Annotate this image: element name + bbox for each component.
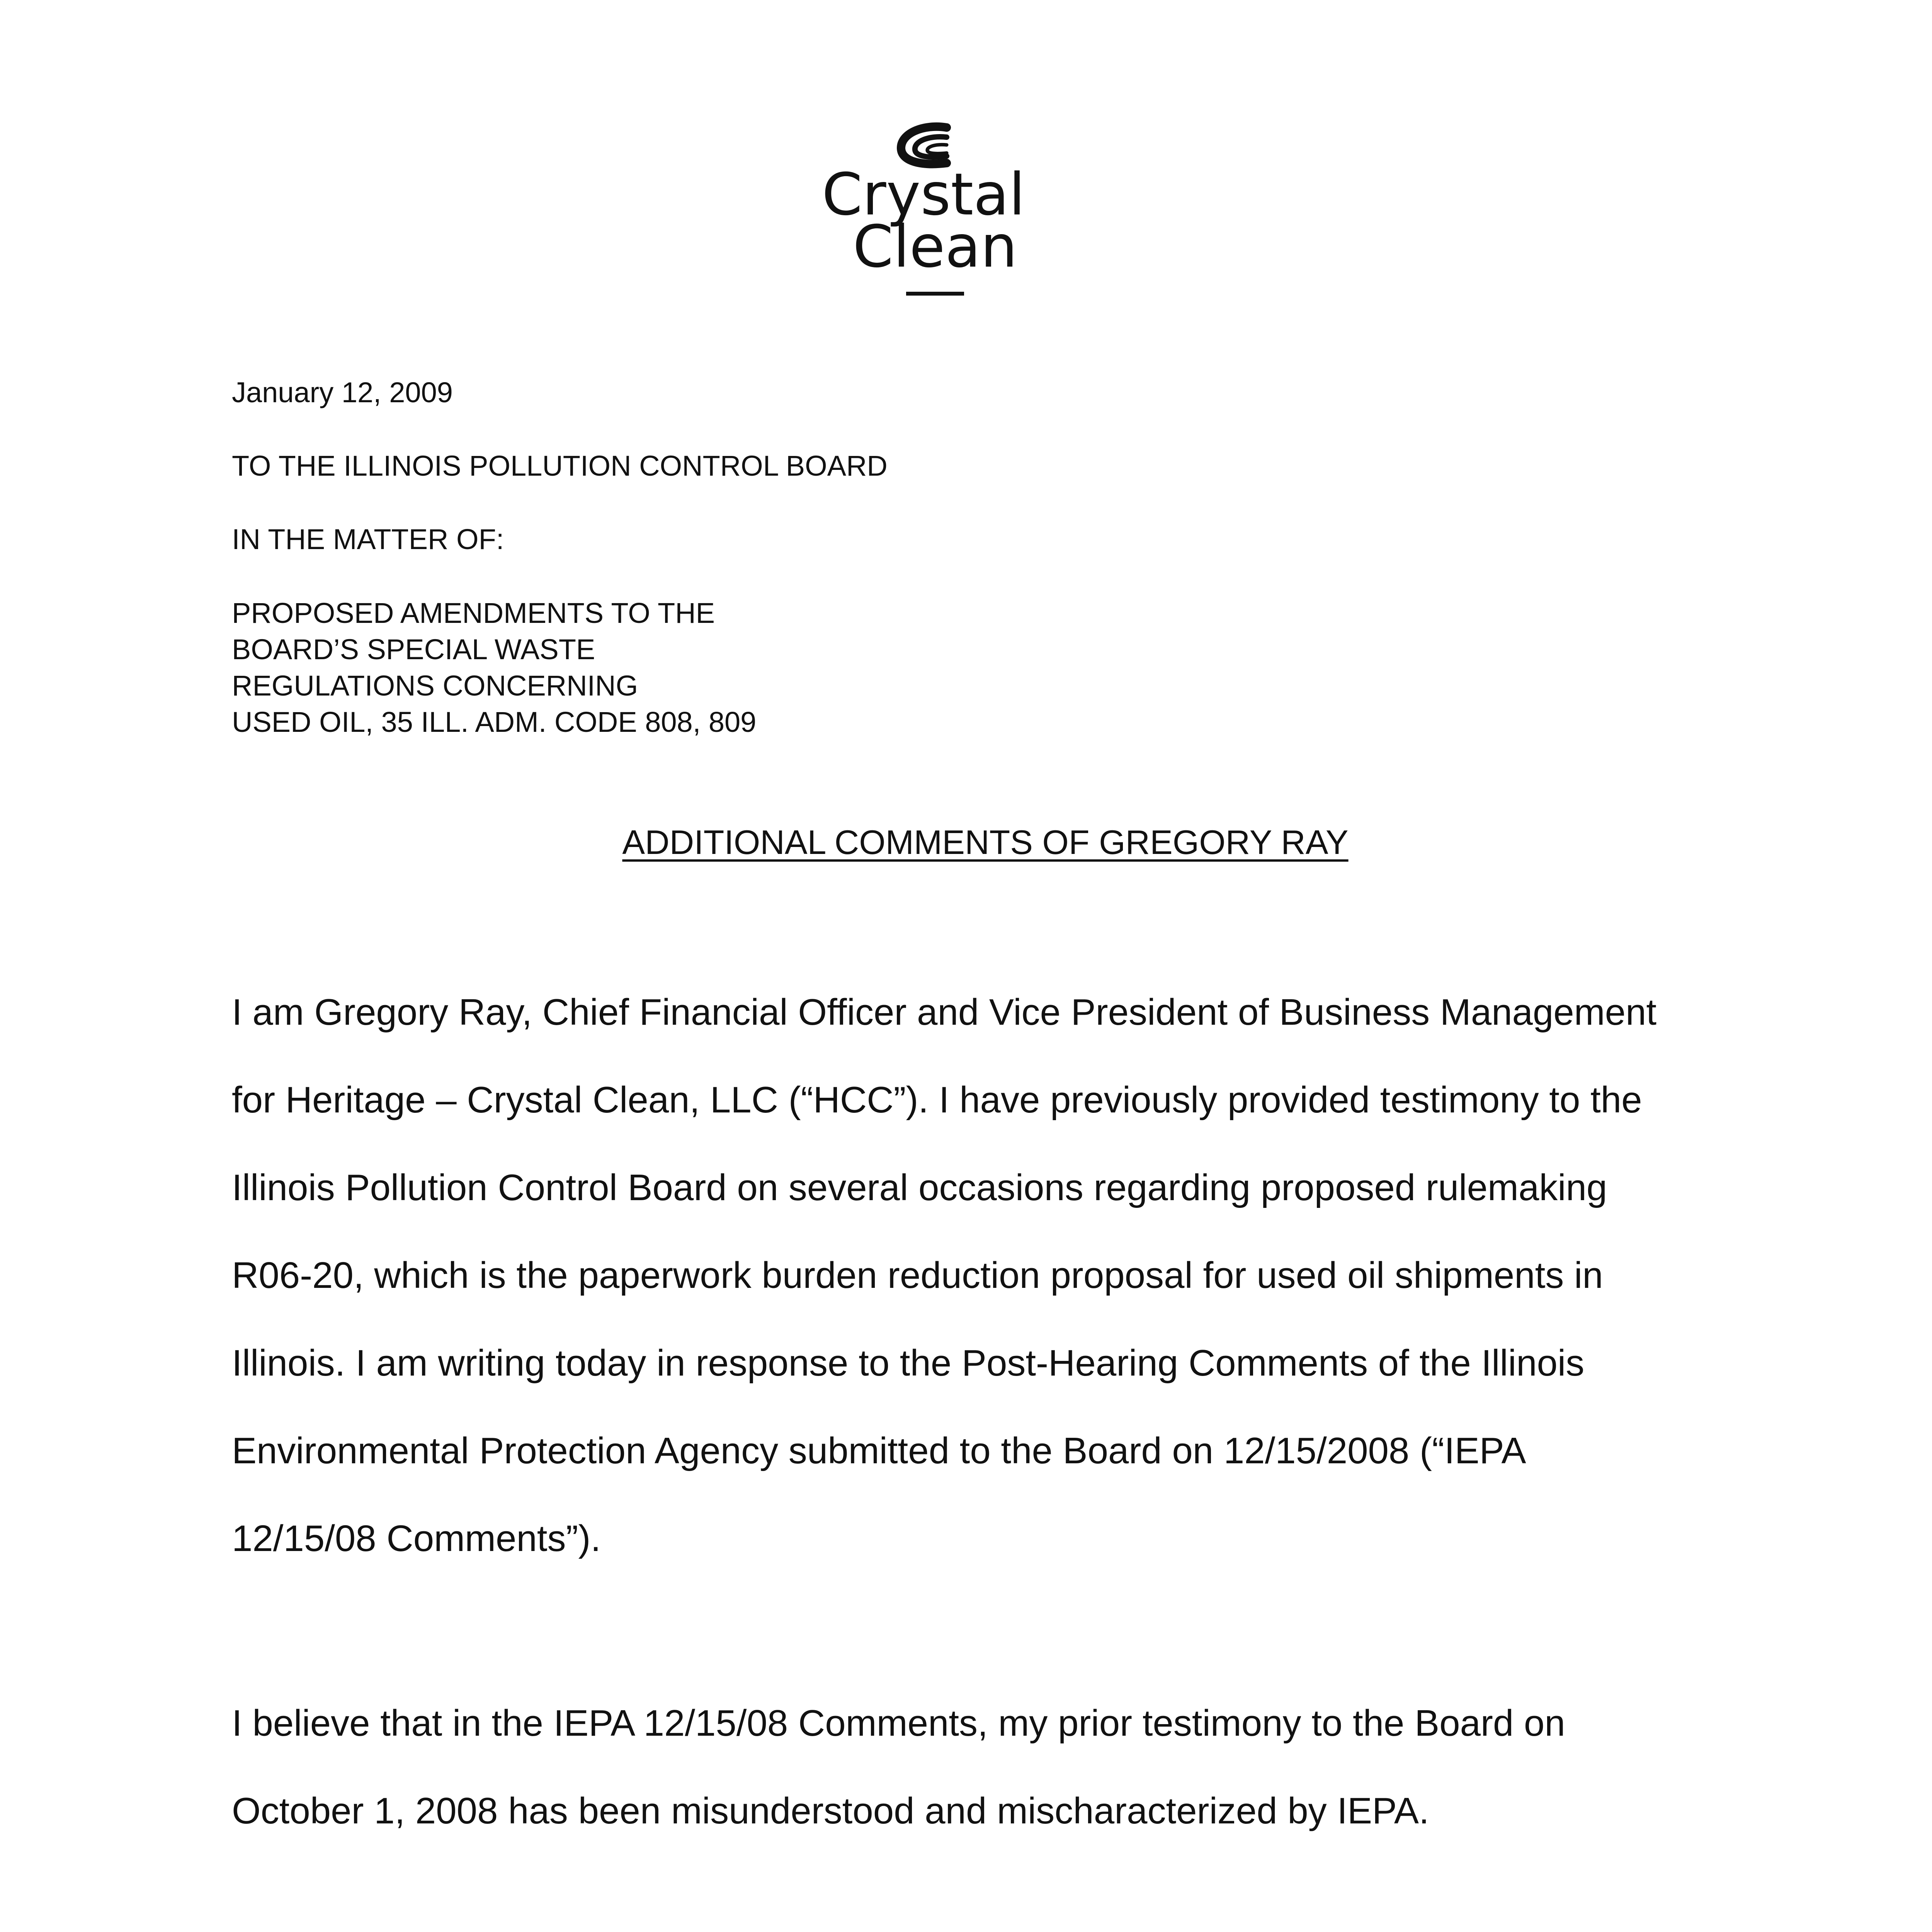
document-title: ADDITIONAL COMMENTS OF GREGORY RAY bbox=[622, 823, 1349, 861]
letter-date: January 12, 2009 bbox=[232, 376, 453, 408]
body-line: R06-20, which is the paperwork burden reduction proposal for used oil shipments in bbox=[232, 1255, 1603, 1296]
matter-line: IN THE MATTER OF: bbox=[232, 523, 504, 555]
crystal-clean-logo bbox=[765, 116, 1082, 301]
logo-graphic bbox=[765, 116, 1082, 301]
body-line: Environmental Protection Agency submitted to the Board on 12/15/2008 (“IEPA bbox=[232, 1430, 1526, 1471]
body-line: Illinois. I am writing today in response to the Post-Hearing Comments of the Illinois bbox=[232, 1342, 1585, 1384]
logo-underline bbox=[906, 292, 964, 296]
addressee-line: TO THE ILLINOIS POLLUTION CONTROL BOARD bbox=[232, 450, 888, 482]
body-line: 12/15/08 Comments”). bbox=[232, 1518, 601, 1559]
subject-block bbox=[232, 595, 756, 740]
subject-line: USED OIL, 35 ILL. ADM. CODE 808, 809 bbox=[232, 706, 757, 738]
subject-line: REGULATIONS CONCERNING bbox=[232, 670, 638, 702]
subject-line: BOARD’S SPECIAL WASTE bbox=[232, 633, 595, 665]
body-line: for Heritage – Crystal Clean, LLC (“HCC”). I have previously provided testimony to the bbox=[232, 1079, 1642, 1121]
subject-line: PROPOSED AMENDMENTS TO THE bbox=[232, 597, 715, 629]
body-line: October 1, 2008 has been misunderstood and mischaracterized by IEPA. bbox=[232, 1790, 1429, 1832]
logo-word-1: Crystal bbox=[822, 161, 1025, 228]
logo-word-2: Clean bbox=[853, 213, 1017, 281]
body-line: I believe that in the IEPA 12/15/08 Comments, my prior testimony to the Board on bbox=[232, 1702, 1565, 1744]
body-line: Illinois Pollution Control Board on several occasions regarding proposed rulemaking bbox=[232, 1167, 1607, 1208]
body-line: I am Gregory Ray, Chief Financial Officer and Vice President of Business Management bbox=[232, 992, 1657, 1033]
